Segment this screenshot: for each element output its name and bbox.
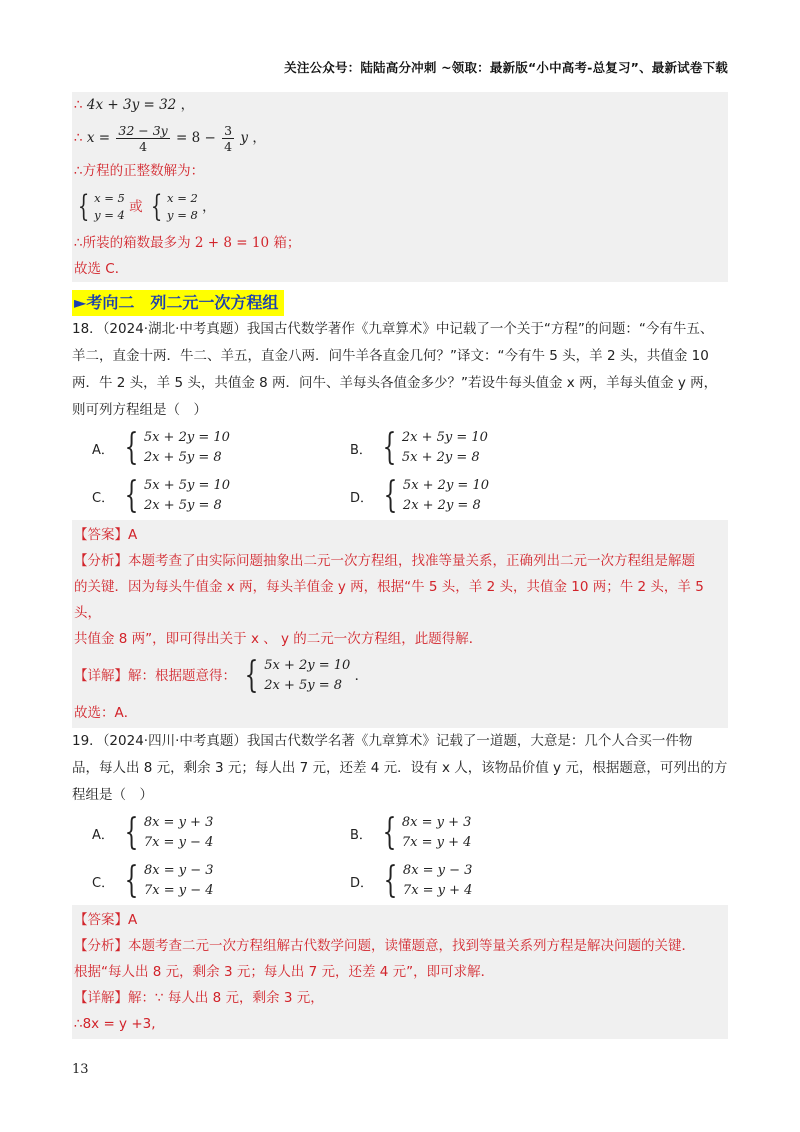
- analysis-line: 共值金 8 两”，即可得出关于 x 、 y 的二元一次方程组，此题得解．: [74, 631, 483, 647]
- equation-system: [120, 861, 213, 901]
- solution-line-1: [72, 92, 728, 118]
- system-equation: 5x + 2y = 10: [264, 658, 351, 673]
- question-number: 19．: [72, 733, 103, 749]
- question-19: [72, 728, 728, 809]
- option-label: C．: [92, 875, 115, 891]
- q19-answer-block: [72, 905, 728, 1039]
- option-label: B．: [350, 827, 372, 843]
- question-text: 两．牛 2 头，羊 5 头，共值金 8 两．问牛、羊每头各值金多少？”若设牛每头值金 x 两，羊每头值金 y 两，: [72, 375, 718, 391]
- brace-icon: {: [382, 812, 397, 853]
- page-content: [72, 92, 728, 1039]
- fraction-denominator: 4: [139, 138, 148, 154]
- brace-icon: {: [244, 655, 259, 696]
- question-line: [72, 316, 728, 343]
- detail-prefix: 【详解】解：根据题意得：: [74, 668, 236, 684]
- option-b[interactable]: [350, 813, 608, 853]
- system-equation: 8x = y + 3: [401, 815, 472, 830]
- fraction-1: [116, 123, 169, 154]
- unit-text: 箱；: [273, 235, 301, 251]
- answer: 【答案】A: [74, 912, 138, 928]
- question-text: 羊二，直金十两．牛二、羊五，直金八两．问牛羊各直金几何？”译文：“今有牛 5 头，羊 2 头，共值金 10: [72, 348, 709, 364]
- question-line: [72, 728, 728, 755]
- equation-system: [120, 476, 230, 516]
- fraction-numerator: 3: [224, 122, 233, 138]
- question-text: （2024·湖北·中考真题）我国古代数学著作《九章算术》中记载了一个关于“方程”的问题：“今有牛五、: [102, 321, 714, 337]
- equation-system: [120, 813, 213, 853]
- system-equation: 2x + 5y = 8: [143, 450, 222, 465]
- system-equation: y = 4: [94, 208, 125, 222]
- option-c[interactable]: [92, 861, 350, 901]
- fraction-numerator: 32 − 3y: [118, 122, 168, 138]
- question-text: （2024·四川·中考真题）我国古代数学名著《九章算术》记载了一道题，大意是：几个人合买一件物: [102, 733, 693, 749]
- option-label: A．: [92, 827, 114, 843]
- system-equation: y = 8: [167, 208, 198, 222]
- or-word: 或: [129, 199, 143, 215]
- q18-options: [92, 428, 728, 516]
- solution-line-6: 故选 C．: [74, 261, 129, 277]
- solution-text: ∴所装的箱数最多为: [74, 235, 191, 251]
- solution-line-5: [72, 230, 728, 256]
- brace-icon: {: [124, 860, 139, 901]
- brace-icon: {: [124, 812, 139, 853]
- option-label: C．: [92, 490, 115, 506]
- system-equation: 5x + 2y = 10: [143, 430, 230, 445]
- analysis-line: 【分析】本题考查了由实际问题抽象出二元一次方程组，找准等量关系，正确列出二元一次方程组是解题: [74, 553, 695, 569]
- system-equation: 8x = y − 3: [402, 863, 473, 878]
- question-18: [72, 316, 728, 424]
- equation-system: [378, 428, 488, 468]
- analysis-line: 【分析】本题考查二元一次方程组解古代数学问题，读懂题意，找到等量关系列方程是解决问题的关键．: [74, 938, 695, 954]
- question-text: 程组是（ ）: [72, 787, 153, 803]
- brace-icon: {: [150, 189, 163, 224]
- page-header: 关注公众号：陆陆高分冲刺 ~领取：最新版“小中高考-总复习”、最新试卷下载: [284, 60, 728, 75]
- system-equation: 2x + 5y = 8: [143, 498, 222, 513]
- option-label: D．: [350, 490, 374, 506]
- brace-icon: {: [124, 475, 139, 516]
- detail-line: ∴8x = y +3,: [74, 1016, 156, 1032]
- solution-line-3: ∴方程的正整数解为：: [74, 163, 205, 179]
- section-title-text: 考向二 列二元一次方程组: [86, 293, 279, 312]
- question-number: 18．: [72, 321, 103, 337]
- detail-line: [72, 652, 728, 700]
- system-equation: x = 2: [167, 191, 198, 205]
- equation-system: [120, 428, 230, 468]
- page-number: 13: [72, 1062, 89, 1077]
- brace-icon: {: [383, 475, 398, 516]
- option-a[interactable]: [92, 428, 350, 468]
- system-equation: 5x + 2y = 10: [402, 478, 489, 493]
- system-equation: 2x + 5y = 8: [264, 678, 343, 693]
- system-equation: 2x + 2y = 8: [402, 498, 481, 513]
- question-text: 品，每人出 8 元，剩余 3 元；每人出 7 元，还差 4 元．设有 x 人，该物品价值 y 元，根据题意，可列出的方: [72, 760, 728, 776]
- analysis-line: 根据“每人出 8 元，剩余 3 元；每人出 7 元，还差 4 元”，即可求解．: [74, 964, 495, 980]
- equation: 4x + 3y = 32: [86, 97, 177, 113]
- option-a[interactable]: [92, 813, 350, 853]
- system-equation: 8x = y + 3: [143, 815, 214, 830]
- q19-options: [92, 813, 728, 901]
- question-text: 则可列方程组是（ ）: [72, 402, 207, 418]
- system-equation: 7x = y + 4: [402, 883, 473, 898]
- variable: y: [240, 130, 249, 146]
- q18-answer-block: [72, 520, 728, 728]
- punctuation: ，: [180, 97, 195, 113]
- analysis-line: 的关键．因为每头牛值金 x 两，每头羊值金 y 两，根据“牛 5 头，羊 2 头，共值金 10 两；牛 2 头，羊 5 头，: [74, 579, 704, 621]
- punctuation: ．: [354, 668, 369, 684]
- option-label: A．: [92, 442, 114, 458]
- system-equation: x = 5: [94, 191, 125, 205]
- equation-system: [379, 861, 472, 901]
- equation-mid: = 8 −: [176, 130, 216, 146]
- therefore-symbol: ∴: [74, 130, 83, 146]
- equation-system: [379, 476, 489, 516]
- section-title: [72, 290, 284, 316]
- option-label: D．: [350, 875, 374, 891]
- conclusion: 故选：A．: [74, 705, 138, 721]
- solution-continuation: [72, 92, 728, 282]
- fraction-denominator: 4: [224, 138, 233, 154]
- fraction-2: [222, 123, 234, 154]
- system-equation: 5x + 5y = 10: [143, 478, 231, 493]
- answer: 【答案】A: [74, 527, 138, 543]
- brace-icon: {: [383, 860, 398, 901]
- brace-icon: {: [382, 427, 397, 468]
- arrow-icon: ►: [74, 293, 87, 312]
- solution-line-4: [72, 184, 728, 230]
- equation-system: [240, 656, 350, 696]
- option-d[interactable]: [350, 476, 608, 516]
- brace-icon: {: [77, 189, 90, 224]
- equation-lhs: x =: [86, 130, 111, 146]
- option-d[interactable]: [350, 861, 608, 901]
- option-c[interactable]: [92, 476, 350, 516]
- system-equation: 5x + 2y = 8: [401, 450, 480, 465]
- option-label: B．: [350, 442, 372, 458]
- expression: 2 + 8 = 10: [194, 235, 270, 251]
- equation-system-1: [74, 190, 125, 224]
- system-equation: 8x = y − 3: [143, 863, 214, 878]
- system-equation: 7x = y − 4: [143, 883, 214, 898]
- system-equation: 7x = y − 4: [143, 835, 214, 850]
- punctuation: ，: [252, 130, 266, 146]
- brace-icon: {: [124, 427, 139, 468]
- equation-system: [378, 813, 471, 853]
- detail-line: 【详解】解：∵ 每人出 8 元，剩余 3 元，: [74, 990, 324, 1006]
- option-b[interactable]: [350, 428, 608, 468]
- equation-system-2: [147, 190, 198, 224]
- system-equation: 2x + 5y = 10: [401, 430, 488, 445]
- system-equation: 7x = y + 4: [401, 835, 472, 850]
- punctuation: ，: [202, 199, 216, 215]
- therefore-symbol: ∴: [74, 97, 83, 113]
- solution-line-2: [72, 118, 728, 158]
